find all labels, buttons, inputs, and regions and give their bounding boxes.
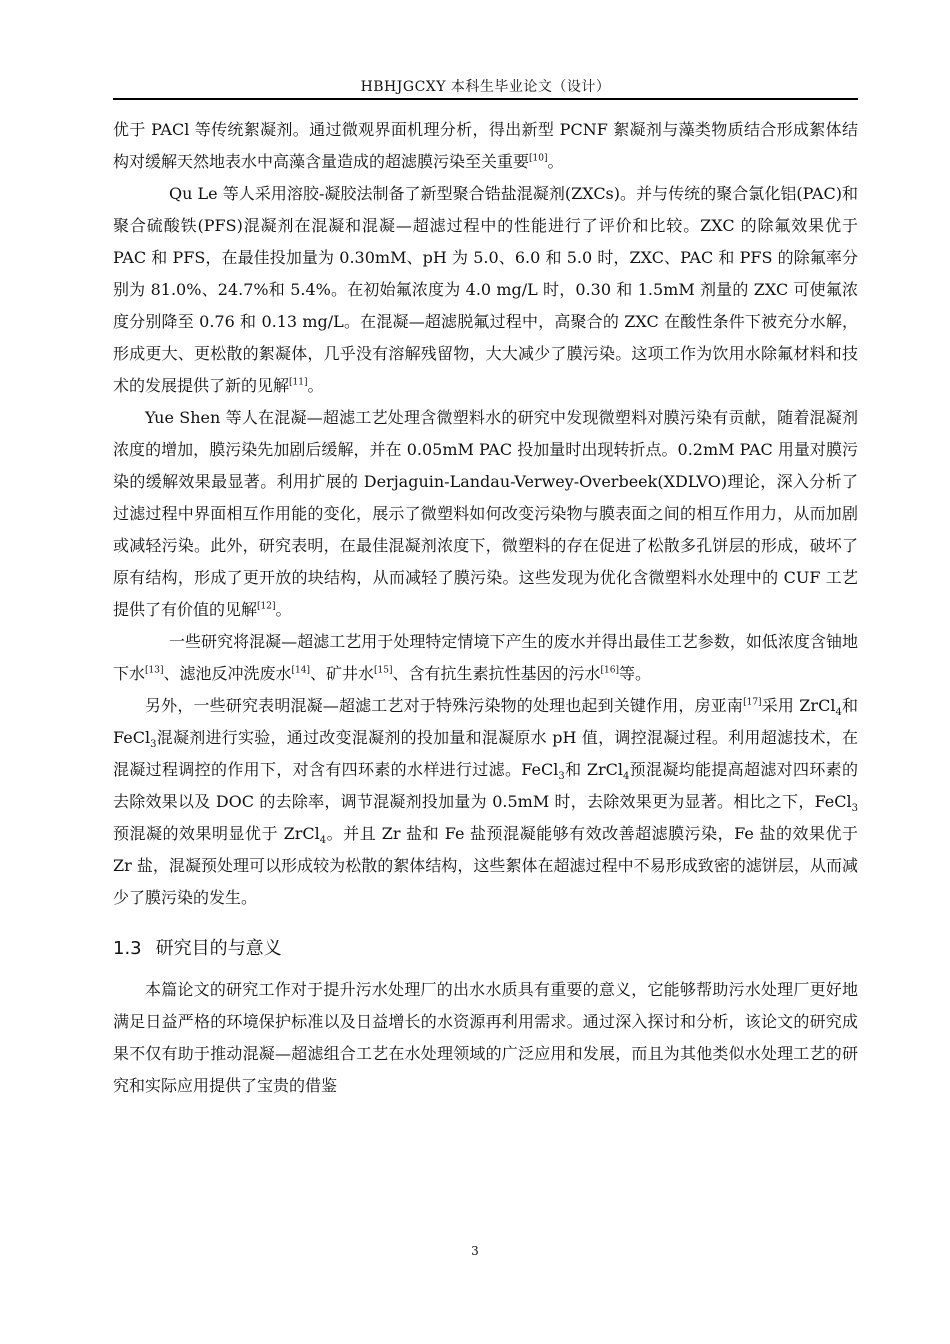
section-number: 1.3 [113,938,142,959]
paragraph-special-wastewater: 一些研究将混凝—超滤工艺用于处理特定情境下产生的废水并得出最佳工艺参数，如低浓度含铀地下水[13]、滤池反冲洗废水[14]、矿井水[15]、含有抗生素抗性基因的污水[16]等。 [113,632,858,683]
paragraph-significance: 本篇论文的研究工作对于提升污水处理厂的出水水质具有重要的意义，它能够帮助污水处理厂更好地满足日益严格的环境保护标准以及日益增长的水资源再利用需求。通过深入探讨和分析，该论文的研究成果不仅有助于推动混凝—超滤组合工艺在水处理领域的广泛应用和发展，而且为其他类似水处理工艺的研究和实际应用提供了宝贵的借鉴 [113,980,858,1095]
page-number: 3 [471,1244,479,1258]
citation: [10] [529,153,548,164]
citation: [14] [291,665,310,676]
citation: [17] [743,697,762,708]
section-title: 研究目的与意义 [155,938,282,959]
paragraph-yue-shen: Yue Shen 等人在混凝—超滤工艺处理含微塑料水的研究中发现微塑料对膜污染有贡献，随着混凝剂浓度的增加，膜污染先加剧后缓解，并在 0.05mM PAC 投加量时出现转折点。0.2mM PAC 用量对膜污染的缓解效果最显著。利用扩展的 Derjaguin-Landau-Verwey-Overbeek(XDLVO)理论，深入分析了过滤过程中界面相互作用能的变化，展示了微塑料如何改变污染物与膜表面之间的相互作用力，从而加剧或减轻污染。此外，研究表明，在最佳混凝剂浓度下，微塑料的存在促进了松散多孔饼层的形成，破坏了原有结构，形成了更开放的块结构，从而减轻了膜污染。这些发现为优化含微塑料水处理中的 CUF 工艺提供了有价值的见解[12]。 [113,408,858,619]
header-rule [113,98,858,100]
section-heading [113,934,858,964]
paragraph-continued: 优于 PACl 等传统絮凝剂。通过微观界面机理分析，得出新型 PCNF 絮凝剂与藻类物质结合形成絮体结构对缓解天然地表水中高藻含量造成的超滤膜污染至关重要[10]。 [113,120,858,171]
citation: [16] [600,665,619,676]
citation: [12] [257,601,276,612]
citation: [11] [289,377,308,388]
page-body [113,114,858,1102]
paragraph-special-pollutants: 另外，一些研究表明混凝—超滤工艺对于特殊污染物的处理也起到关键作用，房亚南[17]采用 ZrCl$_4$和 FeCl$_3$混凝剂进行实验，通过改变混凝剂的投加量和混凝原水 pH 值，调控混凝过程。利用超滤技术，在混凝过程调控的作用下，对含有四环素的水样进行过滤。FeCl$_3$和 ZrCl$_4$预混凝均能提高超滤对四环素的去除效果以及 DOC 的去除率，调节混凝剂投加量为 0.5mM 时，去除效果更为显著。相比之下，FeCl$_3$预混凝的效果明显优于 ZrCl$_4$。并且 Zr 盐和 Fe 盐预混凝能够有效改善超滤膜污染，Fe 盐的效果优于 Zr 盐，混凝预处理可以形成较为松散的絮体结构，这些絮体在超滤过程中不易形成致密的滤饼层，从而减少了膜污染的发生。 [113,696,858,907]
paragraph-qu-le: Qu Le 等人采用溶胶-凝胶法制备了新型聚合锆盐混凝剂(ZXCs)。并与传统的聚合氯化铝(PAC)和聚合硫酸铁(PFS)混凝剂在混凝和混凝—超滤过程中的性能进行了评价和比较。ZXC 的除氟效果优于 PAC 和 PFS，在最佳投加量为 0.30mM、pH 为 5.0、6.0 和 5.0 时，ZXC、PAC 和 PFS 的除氟率分别为 81.0%、24.7%和 5.4%。在初始氟浓度为 4.0 mg/L 时，0.30 和 1.5mM 剂量的 ZXC 可使氟浓度分别降至 0.76 和 0.13 mg/L。在混凝—超滤脱氟过程中，高聚合的 ZXC 在酸性条件下被充分水解，形成更大、更松散的絮凝体，几乎没有溶解残留物，大大减少了膜污染。这项工作为饮用水除氟材料和技术的发展提供了新的见解[11]。 [113,184,858,395]
citation: [15] [374,665,393,676]
citation: [13] [145,665,164,676]
running-header: HBHJGCXY 本科生毕业论文（设计） [360,79,611,95]
